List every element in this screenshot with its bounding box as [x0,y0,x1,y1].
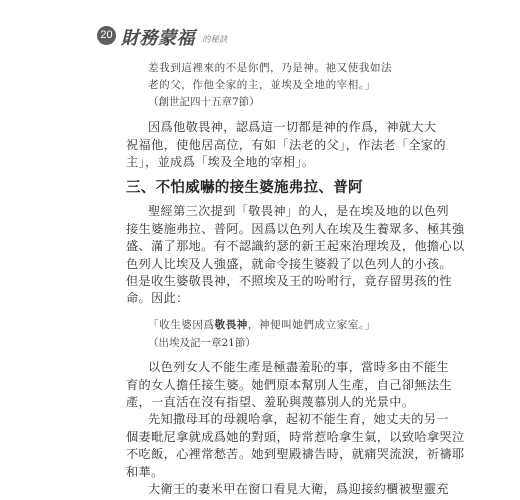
section-heading: 三、不怕威嚇的接生婆施弗拉、普阿 [126,180,363,197]
paragraph-line: 祝福他，使他居高位，有如「法老的父」，作法老「全家的 [126,137,446,152]
quote-line [148,317,376,332]
quote-citation: （創世記四十五章7節） [148,95,260,108]
quote-line: 老的父，作他全家的主，並埃及全地的宰相。」 [148,78,376,91]
book-title: 財務蒙福 [121,28,195,49]
book-subtitle: 的秘訣 [202,35,228,45]
quote-line: 差我到這裡來的不是你們，乃是神。祂又使我如法 [148,62,393,74]
paragraph-line: 和華。 [126,464,164,479]
paragraph-line: 育的女人擔任接生婆。她們原本幫別人生產，自己卻無法生 [126,377,452,392]
paragraph-line: 接生婆施弗拉、普阿。因爲以色列人在埃及生養眾多、極其強 [126,221,465,236]
paragraph-line: 先知撒母耳的母親哈拿，起初不能生育，她丈夫的另一 [148,412,449,427]
paragraph-line: 但是收生婆敬畏神，不照埃及王的吩咐行，竟存留男孩的性 [126,273,452,288]
paragraph-line: 個妻毗尼拿就成爲她的對頭，時常惹哈拿生氣，以致哈拿哭泣 [126,429,465,444]
page-number: 20 [97,26,116,45]
paragraph-line: 聖經第三次提到「敬畏神」的人，是在埃及地的以色列 [148,204,449,219]
paragraph-line: 因爲他敬畏神，認爲這一切都是神的作爲，神就大大 [148,120,437,135]
quote-text: ，神便叫她們成立家室。」 [247,318,376,331]
paragraph-line: 以色列女人不能生產是極盡羞恥的事，當時多由不能生 [148,360,449,375]
paragraph-line: 主」，並成爲「埃及全地的宰相」。 [126,154,315,169]
paragraph-line: 大衛王的妻米甲在窗口看見大衛，爲迎接約櫃被聖靈充 [148,482,449,496]
paragraph-line: 產，一直活在沒有指望、羞恥與蔑慕別人的光景中。 [126,394,415,409]
quote-emphasis: 敬畏神 [214,318,248,331]
paragraph-line: 命。因此： [126,291,189,306]
paragraph-line: 盛、滿了那地。有不認識約瑟的新王起來治理埃及，他擔心以 [126,239,465,254]
quote-text: 「收生婆因爲 [148,318,215,331]
paragraph-line: 色列人比埃及人強盛，就命令接生婆殺了以色列人的小孩。 [126,256,452,271]
quote-citation: （出埃及記一章21節） [148,336,256,349]
paragraph-line: 不吃飯，心裡常愁苦。她到聖殿禱告時，就痛哭流淚，祈禱耶 [126,447,465,462]
